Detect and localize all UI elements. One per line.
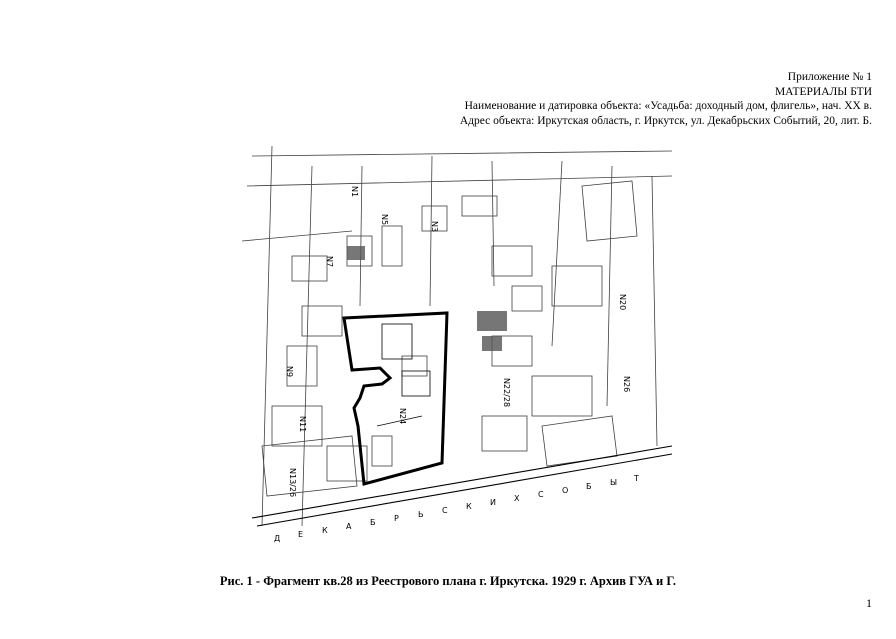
street-letter: Х [514, 494, 520, 503]
plot-number: N3 [430, 221, 439, 233]
plot-number: N11 [298, 416, 307, 433]
street-letter: Д [274, 534, 281, 543]
plot-number: N1 [350, 186, 359, 198]
plot-number: N7 [325, 256, 334, 268]
plot-number: N5 [380, 214, 389, 226]
street-letter: К [466, 502, 472, 511]
plot-number: N9 [285, 366, 294, 378]
street-lines [252, 446, 672, 526]
plot-number: N24 [398, 408, 407, 425]
object-address: Адрес объекта: Иркутская область, г. Иркутск, ул. Декабрьских Событий, 20, лит. Б. [459, 114, 872, 127]
street-letter: Т [634, 474, 639, 483]
street-letter: С [442, 506, 448, 515]
hatched-blocks [347, 246, 507, 351]
street-letter: Е [298, 530, 304, 539]
plot-number: N22/28 [502, 378, 511, 408]
street-letter: Ы [610, 478, 618, 487]
plot-number: N13/26 [288, 468, 297, 498]
plot-number: N26 [622, 376, 631, 393]
appendix-label: Приложение № 1 [787, 71, 872, 83]
materials-label: МАТЕРИАЛЫ БТИ [774, 85, 872, 98]
object-name: Наименование и датировка объекта: «Усадьба: доходный дом, флигель», нач. XX в. [464, 100, 872, 112]
street-letter: К [322, 526, 328, 535]
map-fragments [242, 146, 672, 526]
street-letter: Б [370, 518, 376, 527]
plot-number: N20 [618, 294, 627, 311]
document-header [460, 70, 872, 128]
figure-caption: Рис. 1 - Фрагмент кв.28 из Реестрового плана г. Иркутска. 1929 г. Архив ГУА и Г. [219, 574, 677, 588]
street-letter: И [490, 498, 496, 507]
street-name-letters [274, 474, 639, 543]
page-number: 1 [866, 596, 872, 610]
street-letter: А [346, 522, 352, 531]
street-letter: Б [586, 482, 592, 491]
street-letter: Р [394, 514, 399, 523]
cadastral-map [232, 146, 682, 566]
street-letter: С [538, 490, 544, 499]
street-letter: О [562, 486, 569, 495]
street-letter: Ь [418, 510, 424, 519]
highlighted-parcel-outline [344, 313, 447, 484]
